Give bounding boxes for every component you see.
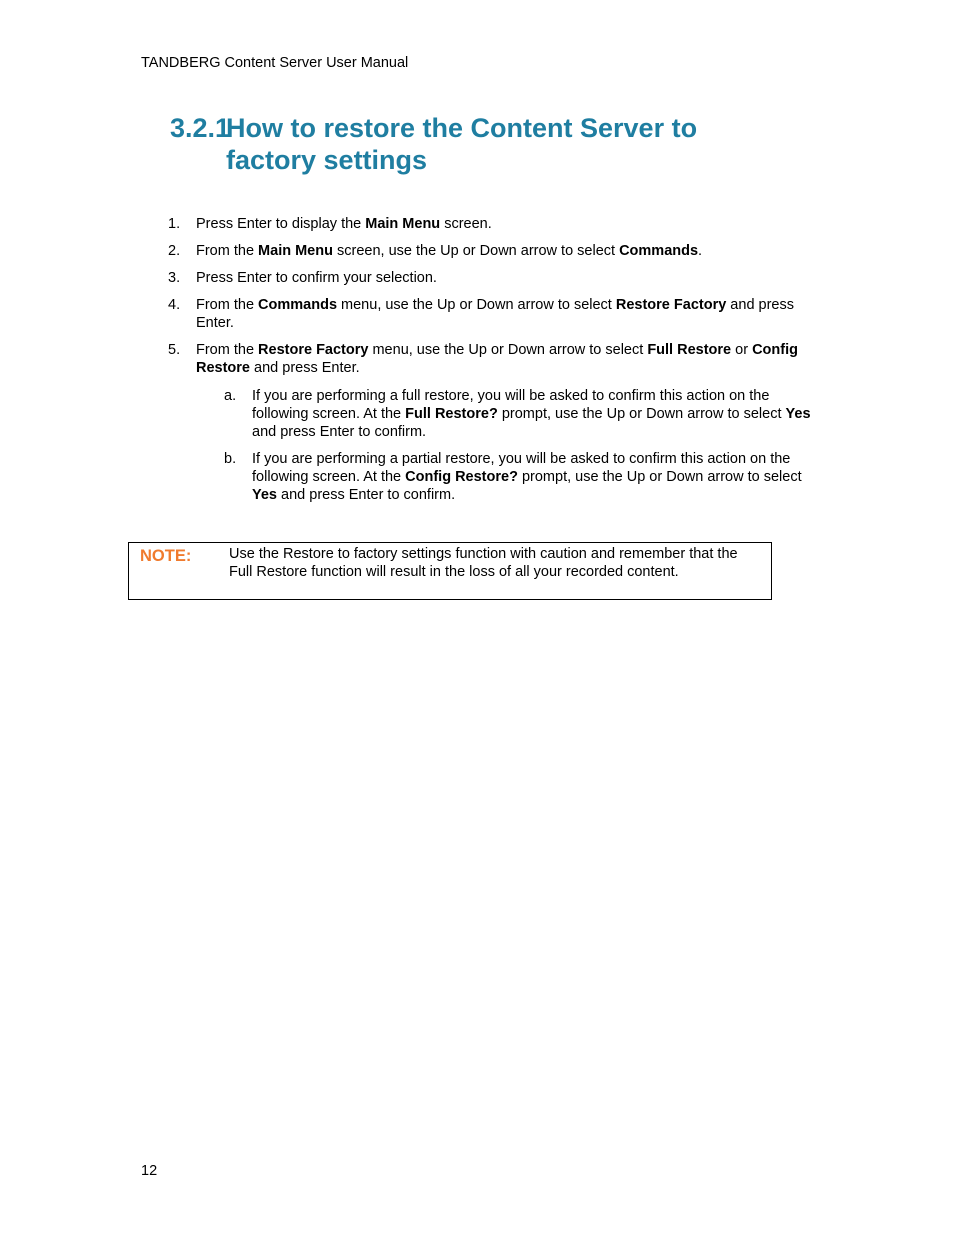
step-text: From the [196,243,259,259]
note-label: NOTE: [140,547,192,565]
step-text: and press Enter. [196,297,794,331]
substep-list [224,387,818,504]
step-item [168,242,818,260]
running-header: TANDBERG Content Server User Manual [141,55,409,71]
substep-text: prompt, use the Up or Down arrow to select [517,469,802,485]
step-marker: 1. [168,216,181,232]
note-box [128,542,772,600]
ui-term: Yes [785,406,811,422]
step-text: or [731,342,753,358]
substep-item [224,450,818,504]
step-text: From the [196,342,259,358]
step-item [168,215,818,233]
note-text: Use the Restore to factory settings function with caution and remember that the Full Restore function will result in the loss of all your recorded content. [229,546,738,580]
section-title-line2: factory settings [226,145,428,175]
step-item [168,269,818,287]
ui-term: Config Restore? [405,469,518,485]
ui-term: Config Restore [196,342,798,376]
step-item [168,296,818,332]
substep-text: and press Enter to confirm. [252,424,427,440]
step-marker: 4. [168,297,181,313]
ui-term: Commands [619,243,699,259]
step-text: Press Enter to display the [196,216,366,232]
ui-term: Commands [258,297,338,313]
substep-item [224,387,818,441]
substep-marker: a. [224,388,237,404]
step-marker: 5. [168,342,181,358]
step-marker: 3. [168,270,181,286]
substep-text: and press Enter to confirm. [277,487,456,503]
ui-term: Restore Factory [615,297,727,313]
ui-term: Main Menu [365,216,441,232]
step-text: screen, use the Up or Down arrow to select [332,243,620,259]
step-marker: 2. [168,243,181,259]
step-text: Press Enter to confirm your selection. [196,270,437,286]
step-text: and press Enter. [250,360,360,376]
section-number: 3.2.1 [170,113,231,143]
substep-marker: b. [224,451,237,467]
section-heading [170,112,810,176]
step-text: menu, use the Up or Down arrow to select [337,297,616,313]
ui-term: Full Restore [647,342,732,358]
page-number: 12 [141,1163,158,1179]
step-item [168,341,818,504]
step-text: menu, use the Up or Down arrow to select [368,342,648,358]
step-text: . [698,243,703,259]
substep-text: If you are performing a partial restore, you will be asked to confirm this action on the following screen. At the [252,451,791,485]
ui-term: Restore Factory [258,342,369,358]
step-text: From the [196,297,259,313]
substep-text: prompt, use the Up or Down arrow to select [497,406,786,422]
step-text: screen. [440,216,492,232]
procedure-steps [168,215,818,513]
ui-term: Yes [252,487,277,503]
ui-term: Main Menu [258,243,333,259]
ui-term: Full Restore? [405,406,498,422]
substep-text: If you are performing a full restore, you will be asked to confirm this action on the following screen. At the [252,388,770,422]
section-title-line1: How to restore the Content Server to [226,113,698,143]
